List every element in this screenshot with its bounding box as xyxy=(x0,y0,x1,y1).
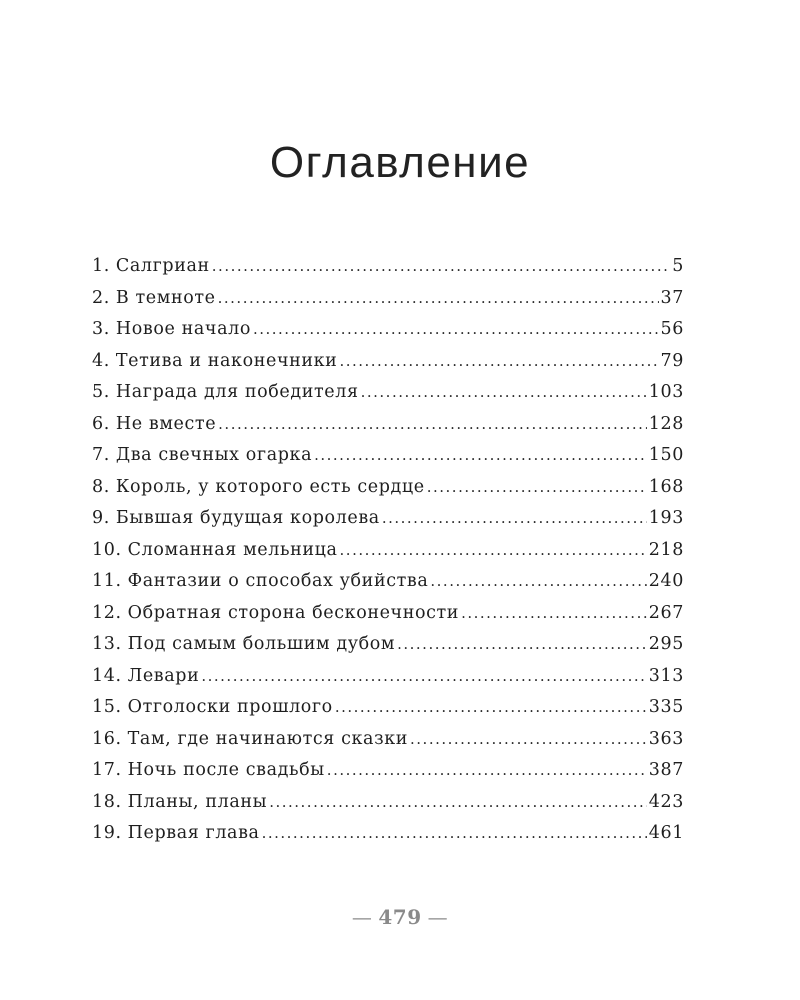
toc-entry-page: 5 xyxy=(672,256,684,276)
toc-entry xyxy=(92,414,684,446)
dot-leader xyxy=(382,509,647,527)
toc-entry-page: 193 xyxy=(648,508,684,528)
dot-leader xyxy=(218,289,659,307)
toc-entry-number: 7. xyxy=(92,445,110,465)
toc-entry-page: 295 xyxy=(648,634,684,654)
toc-entry xyxy=(92,729,684,761)
dot-leader xyxy=(218,415,647,433)
toc-entry xyxy=(92,571,684,603)
toc-entry-title xyxy=(92,792,267,812)
toc-entry-title xyxy=(92,445,312,465)
toc-entry xyxy=(92,792,684,824)
toc-entry-title-text: Левари xyxy=(127,665,200,686)
toc-entry-title xyxy=(92,288,216,308)
dot-leader xyxy=(340,541,647,559)
toc-entry-number: 2. xyxy=(92,287,110,308)
toc-entry-title xyxy=(92,256,210,276)
dot-leader xyxy=(410,730,647,748)
toc-entry-title xyxy=(92,823,260,843)
toc-entry xyxy=(92,256,684,288)
dot-leader xyxy=(335,698,647,716)
toc-entry-number: 11. xyxy=(92,571,122,591)
toc-entry-title xyxy=(92,697,333,717)
toc-entry-title-text: Не вместе xyxy=(115,413,217,434)
toc-entry-title-text: Обратная сторона бесконечности xyxy=(127,602,460,623)
toc-entry-title-text: Первая глава xyxy=(127,823,260,843)
toc-entry xyxy=(92,477,684,509)
table-of-contents xyxy=(92,256,684,855)
dot-leader xyxy=(339,352,658,370)
toc-entry-number: 1. xyxy=(92,256,110,276)
toc-entry-title-text: В темноте xyxy=(115,287,216,308)
toc-entry-title xyxy=(92,382,359,402)
toc-entry-page: 37 xyxy=(660,287,684,308)
dot-leader xyxy=(361,383,647,401)
dot-leader xyxy=(327,761,647,779)
dot-leader xyxy=(262,824,647,842)
toc-entry-page: 363 xyxy=(648,728,684,749)
toc-entry-number: 13. xyxy=(92,634,122,654)
toc-entry xyxy=(92,603,684,635)
toc-entry-title-text: Там, где начинаются сказки xyxy=(127,728,409,749)
toc-entry-title xyxy=(92,666,199,686)
toc-entry-page: 423 xyxy=(648,791,684,812)
toc-entry-title xyxy=(92,729,408,749)
toc-entry-title xyxy=(92,351,337,371)
toc-entry-page: 150 xyxy=(648,445,684,465)
dot-leader xyxy=(397,635,647,653)
toc-entry-title-text: Планы, планы xyxy=(127,791,268,812)
toc-entry-number: 5. xyxy=(92,382,110,402)
dot-leader xyxy=(430,572,646,590)
toc-entry-number: 16. xyxy=(92,728,122,749)
toc-entry-page: 128 xyxy=(648,413,684,434)
folio-dash-left: — xyxy=(351,905,373,929)
toc-entry-title xyxy=(92,760,325,780)
toc-entry-title-text: Тетива и наконечники xyxy=(115,350,338,371)
toc-entry-number: 12. xyxy=(92,602,122,623)
toc-entry-title xyxy=(92,477,425,497)
toc-entry-title-text: Награда для победителя xyxy=(115,382,359,402)
toc-entry-page: 103 xyxy=(648,382,684,402)
toc-entry-title-text: Два свечных огарка xyxy=(115,445,313,465)
toc-entry xyxy=(92,319,684,351)
dot-leader xyxy=(253,320,659,338)
toc-entry-page: 313 xyxy=(648,665,684,686)
toc-entry-title xyxy=(92,319,251,339)
page-title: Оглавление xyxy=(269,138,531,187)
toc-entry-number: 14. xyxy=(92,665,122,686)
toc-entry-number: 18. xyxy=(92,791,122,812)
page-number-footer xyxy=(0,905,800,929)
toc-entry-page: 387 xyxy=(648,760,684,780)
toc-entry-title-text: Новое начало xyxy=(115,319,251,339)
toc-entry-page: 461 xyxy=(648,823,684,843)
toc-entry xyxy=(92,508,684,540)
toc-entry-title xyxy=(92,414,216,434)
toc-entry xyxy=(92,351,684,383)
toc-entry xyxy=(92,697,684,729)
dot-leader xyxy=(212,257,670,275)
toc-entry xyxy=(92,445,684,477)
toc-entry-number: 3. xyxy=(92,319,110,339)
toc-entry xyxy=(92,634,684,666)
toc-entry-title-text: Под самым большим дубом xyxy=(127,634,396,654)
toc-entry-title-text: Сломанная мельница xyxy=(127,539,338,560)
toc-entry-title xyxy=(92,540,338,560)
toc-entry-title xyxy=(92,571,428,591)
toc-entry-page: 56 xyxy=(660,319,684,339)
dot-leader xyxy=(201,667,646,685)
toc-entry-page: 335 xyxy=(648,697,684,717)
toc-entry-title-text: Фантазии о способах убийства xyxy=(127,571,429,591)
toc-entry-number: 6. xyxy=(92,413,110,434)
toc-entry-title-text: Отголоски прошлого xyxy=(127,697,333,717)
toc-entry-title xyxy=(92,508,380,528)
toc-entry-number: 15. xyxy=(92,697,122,717)
folio-dash-right: — xyxy=(427,905,449,929)
toc-entry-title xyxy=(92,603,459,623)
dot-leader xyxy=(314,446,647,464)
folio-page-number: 479 xyxy=(378,905,422,929)
toc-entry-number: 9. xyxy=(92,508,110,528)
toc-entry xyxy=(92,823,684,855)
toc-entry xyxy=(92,540,684,572)
toc-entry-number: 19. xyxy=(92,823,122,843)
toc-entry xyxy=(92,382,684,414)
toc-entry-title-text: Король, у которого есть сердце xyxy=(115,476,425,497)
toc-entry-number: 17. xyxy=(92,760,122,780)
toc-entry-page: 240 xyxy=(648,571,684,591)
dot-leader xyxy=(269,793,647,811)
toc-entry-page: 267 xyxy=(648,602,684,623)
toc-entry-number: 8. xyxy=(92,476,110,497)
toc-entry xyxy=(92,288,684,320)
toc-entry-number: 4. xyxy=(92,350,110,371)
toc-entry-title-text: Бывшая будущая королева xyxy=(115,508,380,528)
toc-entry-title-text: Ночь после свадьбы xyxy=(127,760,325,780)
toc-entry-title-text: Салгриан xyxy=(115,256,210,276)
dot-leader xyxy=(461,604,647,622)
toc-entry-number: 10. xyxy=(92,539,122,560)
toc-entry-page: 168 xyxy=(648,476,684,497)
toc-entry-title xyxy=(92,634,395,654)
toc-entry xyxy=(92,666,684,698)
dot-leader xyxy=(427,478,647,496)
toc-entry-page: 79 xyxy=(660,350,684,371)
toc-entry-page: 218 xyxy=(648,539,684,560)
toc-entry xyxy=(92,760,684,792)
